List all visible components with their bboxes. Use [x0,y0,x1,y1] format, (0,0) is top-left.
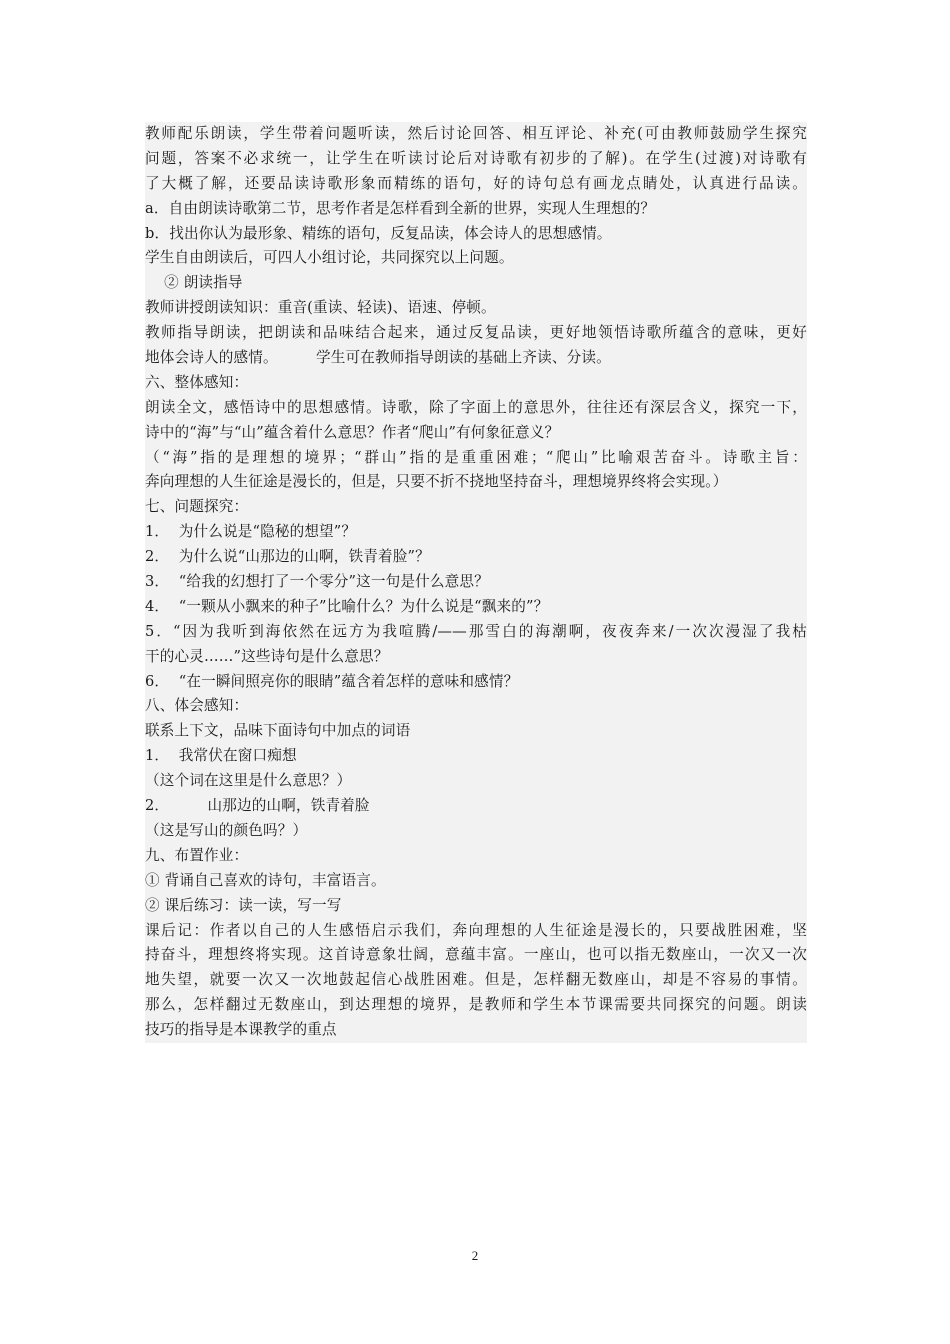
paragraph-line: 问题，答案不必求统一，让学生在听读讨论后对诗歌有初步的了解)。在学生(过渡)对诗歌有 [145,149,807,167]
paragraph-line: 学生自由朗读后，可四人小组讨论，共同探究以上问题。 [145,249,514,267]
paragraph-line: 朗读全文，感悟诗中的思想感情。诗歌，除了字面上的意思外，往往还有深层含义，探究一下， [145,398,807,416]
question-a: a．自由朗读诗歌第二节，思考作者是怎样看到全新的世界，实现人生理想的？ [145,199,656,217]
list-item: 3． “给我的幻想打了一个零分”这一句是什么意思？ [145,573,489,591]
paragraph-line: 那么，怎样翻过无数座山，到达理想的境界，是教师和学生本节课需要共同探究的问题。朗读 [145,996,807,1014]
paragraph-line: 教师配乐朗读，学生带着问题听读，然后讨论回答、相互评论、补充(可由教师鼓励学生探究 [145,125,807,142]
page-number: 2 [471,1248,479,1263]
list-item: 6． “在一瞬间照亮你的眼睛”蕴含着怎样的意味和感情？ [145,672,519,690]
section-heading-9: 九、布置作业： [145,846,249,864]
paragraph-line: （这是写山的颜色吗？） [145,821,308,839]
section-heading-6: 六、整体感知： [145,373,249,391]
list-item: 1． 为什么说是“隐秘的想望”？ [145,523,357,541]
list-item: 4． “一颗从小飘来的种子”比喻什么？为什么说是“飘来的”？ [145,597,549,615]
list-item: ② 课后练习：读一读，写一写 [145,896,342,914]
list-item-continuation: 干的心灵……”这些诗句是什么意思？ [145,647,389,665]
list-item: 1． 我常伏在窗口痴想 [145,747,297,765]
question-b: b．找出你认为最形象、精练的语句，反复品读，体会诗人的思想感情。 [145,224,612,242]
section-heading-7: 七、问题探究： [145,498,249,516]
paragraph-line: 地体会诗人的感情。 学生可在教师指导朗读的基础上齐读、分读。 [145,349,611,367]
paragraph-line: 技巧的指导是本课教学的重点 [145,1021,337,1039]
list-item: 2． 为什么说“山那边的山啊，铁青着脸”？ [145,548,430,566]
section-heading-8: 八、体会感知： [145,697,249,715]
paragraph-line: 课后记：作者以自己的人生感悟启示我们，奔向理想的人生征途是漫长的，只要战胜困难，坚 [145,921,807,939]
paragraph-line: 了大概了解，还要品读诗歌形象而精练的语句，好的诗句总有画龙点睛处，认真进行品读。 [145,174,807,192]
paragraph-line: 地失望，就要一次又一次地鼓起信心战胜困难。但是，怎样翻无数座山，却是不容易的事情。 [145,971,807,989]
paragraph-line: 教师讲授朗读知识：重音(重读、轻读)、语速、停顿。 [145,299,496,317]
paragraph-line: 诗中的“海”与“山”蕴含着什么意思？作者“爬山”有何象征意义？ [145,423,560,441]
paragraph-line: 持奋斗，理想终将实现。这首诗意象壮阔，意蕴丰富。一座山，也可以指无数座山，一次又一次 [145,946,807,964]
list-item: 2． 山那边的山啊，铁青着脸 [145,797,370,815]
list-item: 5．“因为我听到海依然在远方为我喧腾/——那雪白的海潮啊，夜夜奔来/一次次漫湿了我枯 [145,622,807,640]
paragraph-line: （这个词在这里是什么意思？） [145,772,352,790]
document-body [145,122,807,1043]
list-item: ① 背诵自己喜欢的诗句，丰富语言。 [145,871,386,889]
paragraph-line: （“海”指的是理想的境界；“群山”指的是重重困难；“爬山”比喻艰苦奋斗。诗歌主旨： [145,448,807,466]
subsection-heading: ② 朗读指导 [145,274,243,292]
paragraph-line: 奔向理想的人生征途是漫长的，但是，只要不折不挠地坚持奋斗，理想境界终将会实现。） [145,473,728,491]
paragraph-line: 教师指导朗读，把朗读和品味结合起来，通过反复品读，更好地领悟诗歌所蕴含的意味，更好 [145,324,807,342]
paragraph-line: 联系上下文，品味下面诗句中加点的词语 [145,722,411,740]
